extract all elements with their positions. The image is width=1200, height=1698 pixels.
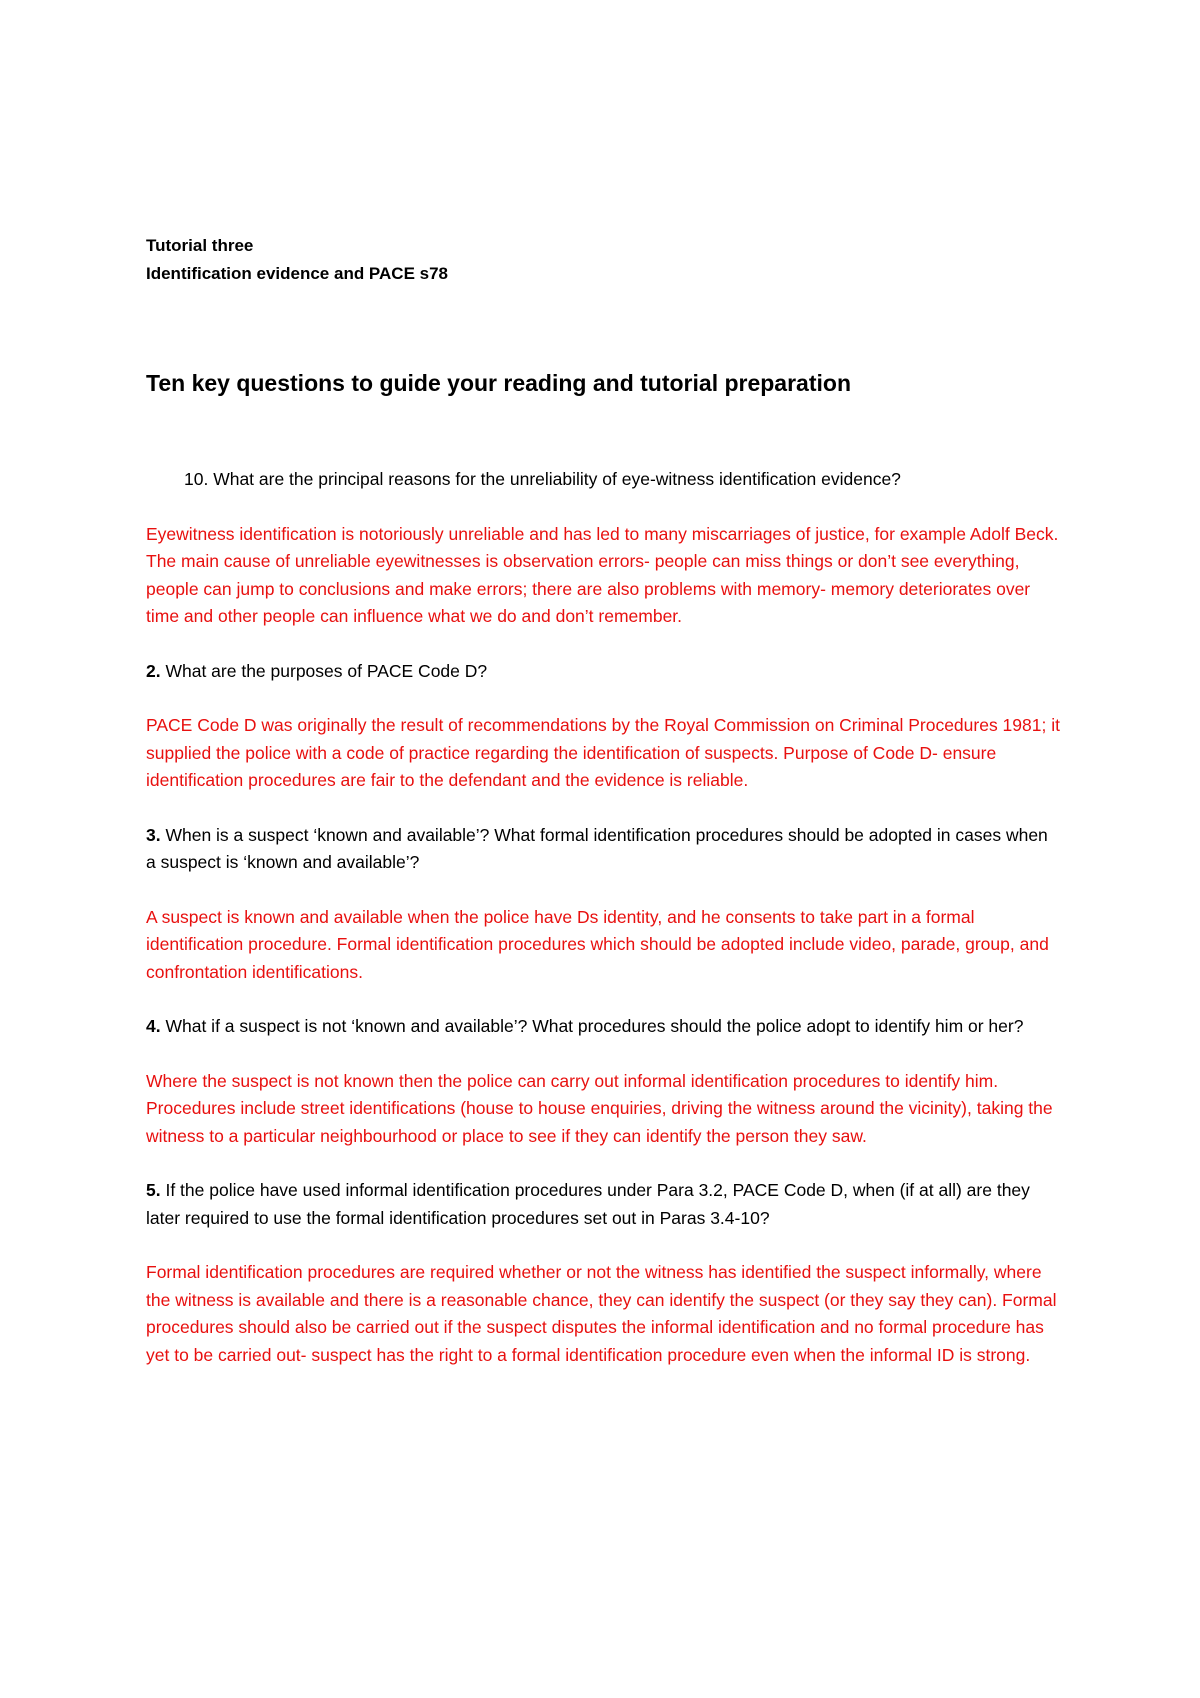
tutorial-topic: Identification evidence and PACE s78	[146, 264, 448, 283]
qa-item-3	[146, 822, 1061, 987]
answer-text: PACE Code D was originally the result of recommendations by the Royal Commission on Criminal Procedures 1981; it supplied the police with a code of practice regarding the identification of suspects. Purpose of Code D- ensure identification procedures are fair to the defendant and the evidence is reliable.	[146, 715, 1060, 790]
answer-text: Where the suspect is not known then the police can carry out informal identification procedures to identify him. Procedures include street identifications (house to house enquiries, driving the witness around the vicinity), taking the witness to a particular neighbourhood or place to see if they can identify the person they saw.	[146, 1070, 1053, 1146]
qa-item-10	[146, 466, 1061, 631]
answer-text: Formal identification procedures are required whether or not the witness has identified the suspect informally, where the witness is available and there is a reasonable chance, they can identify the suspect (or they say they can). Formal procedures should also be carried out if the suspect disputes the informal identification and no formal procedure has yet to be carried out- suspect has the right to a formal identification procedure even when the informal ID is strong.	[146, 1262, 1057, 1365]
question-answer-list	[146, 466, 1061, 1396]
question-body: What are the principal reasons for the unreliability of eye-witness identification evidence?	[208, 469, 901, 489]
question-number: 4.	[146, 1016, 161, 1036]
answer-text: A suspect is known and available when the police have Ds identity, and he consents to take part in a formal identification procedure. Formal identification procedures which should be adopted include video, parade, group, and confrontation identifications.	[146, 906, 1049, 982]
question-number: 3.	[146, 824, 161, 845]
tutorial-label: Tutorial three	[146, 236, 254, 255]
answer-text: Eyewitness identification is notoriously unreliable and has led to many miscarriages of justice, for example Adolf Beck. The main cause of unreliable eyewitnesses is observation errors- people can miss things or don’t see everything, people can jump to conclusions and make errors; there are also problems with memory- memory deteriorates over time and other people can influence what we do and don’t remember.	[146, 523, 1059, 626]
question-body: When is a suspect ‘known and available’? What formal identification procedures should be adopted in cases when a suspect is ‘known and available’?	[146, 824, 1048, 872]
question-text	[146, 466, 1061, 494]
question-text	[146, 1013, 1061, 1041]
qa-item-4	[146, 1013, 1061, 1150]
question-number: 2.	[146, 660, 161, 681]
question-body: What are the purposes of PACE Code D?	[160, 660, 488, 681]
question-number: 5.	[146, 1180, 161, 1200]
page-title: Ten key questions to guide your reading and tutorial preparation	[146, 370, 851, 396]
question-number: 10.	[184, 469, 209, 489]
question-text	[146, 658, 1061, 686]
qa-item-2	[146, 658, 1061, 795]
question-body: If the police have used informal identification procedures under Para 3.2, PACE Code D, when (if at all) are they later required to use the formal identification procedures set out in Paras 3.4-10?	[146, 1180, 1030, 1228]
qa-item-5	[146, 1177, 1061, 1369]
question-body: What if a suspect is not ‘known and available’? What procedures should the police adopt to identify him or her?	[160, 1016, 1024, 1036]
question-text	[146, 1177, 1061, 1232]
document-header	[146, 232, 1046, 288]
question-text	[146, 822, 1061, 877]
